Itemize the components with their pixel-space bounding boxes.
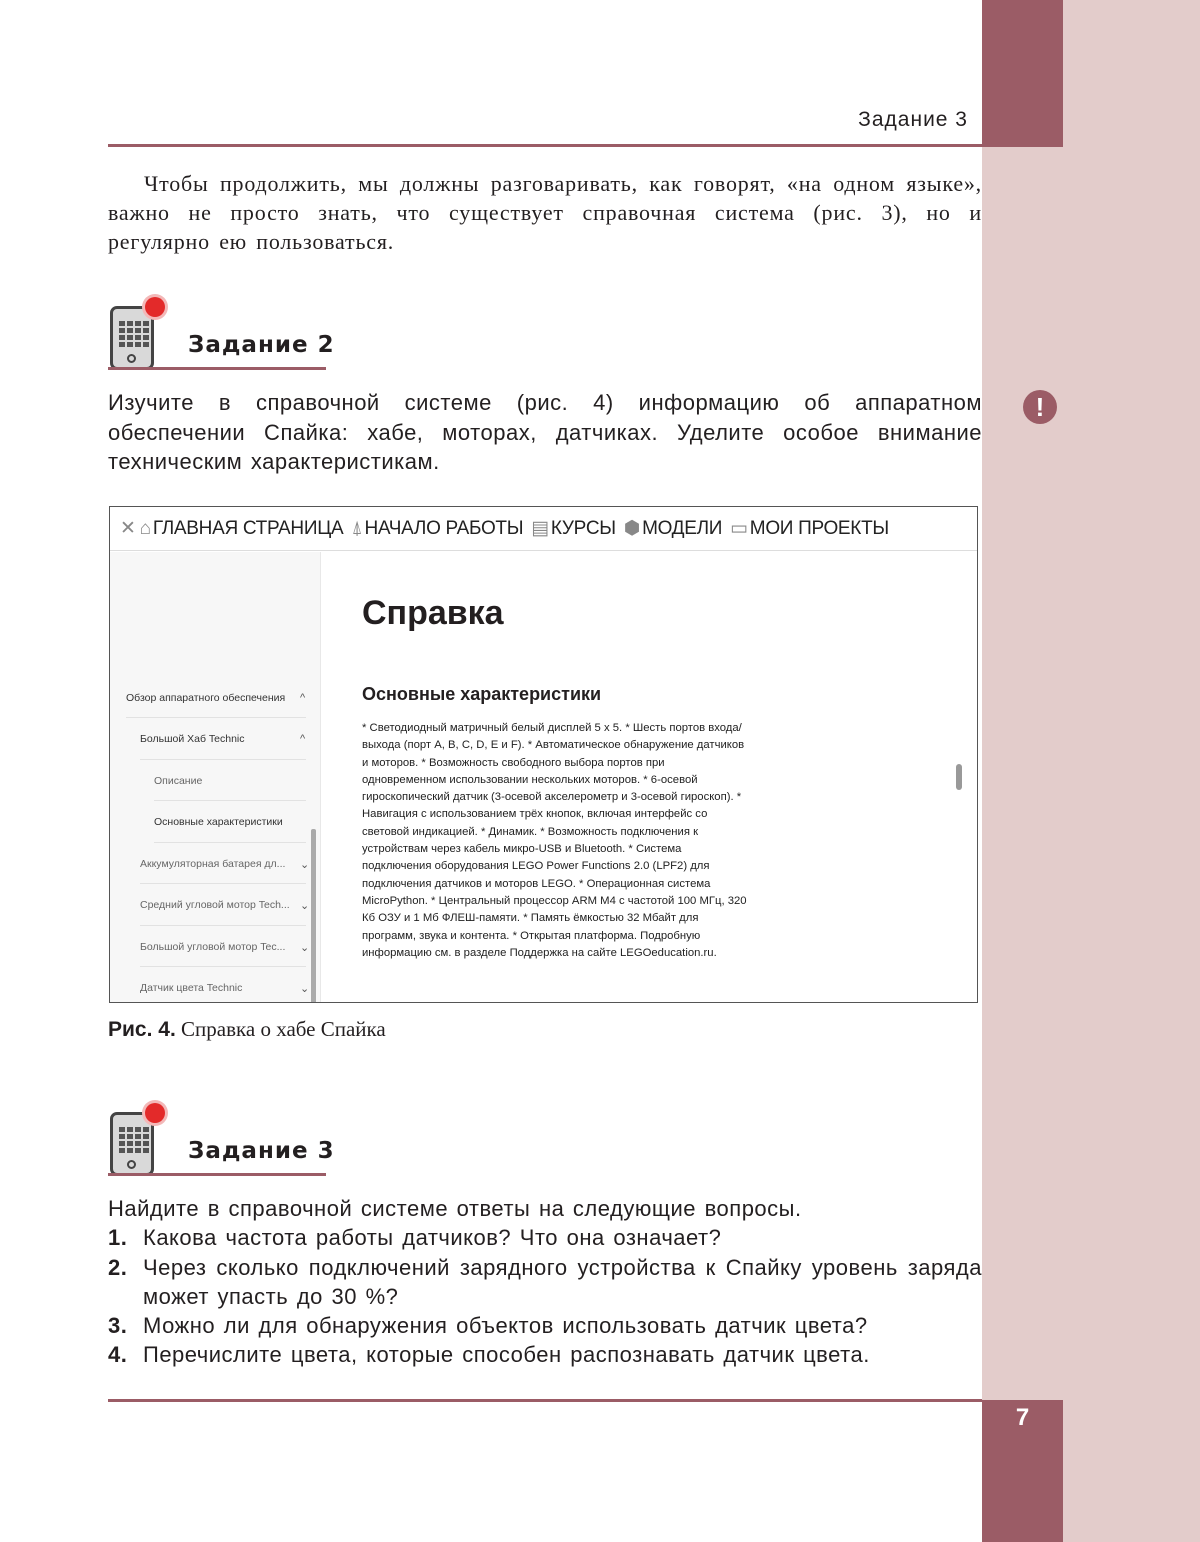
sidebar-item-large-hub[interactable]: Большой Хаб Technic [140,733,245,745]
sidebar-scrollbar[interactable] [311,829,316,1003]
question-item [108,1223,982,1252]
help-body: * Светодиодный матричный белый дисплей 5 x 5. * Шесть портов входа/выхода (порт A, B, C, D, E и F). * Автоматическое обнаружение датчиков и моторов. * Возможность свободного выбора портов при одновременном использовании нескольких моторов. * 6-осевой гироскопический датчик (3-осевой акселерометр и 3-осевой гироскоп). * Навигация с использованием трёх кнопок, включая интерфейс со световой индикацией. * Динамик. * Возможность подключения к устройствам через кабель микро-USB и Bluetooth. * Система подключения оборудования LEGO Power Functions 2.0 (LPF2) для подключения датчиков и моторов LEGO. * Операционная система MicroPython. * Центральный процессор ARM M4 с частотой 100 МГц, 320 Кб ОЗУ и 1 Мб ФЛЕШ-памяти. * Память ёмкостью 32 Мбайт для программ, звука и контента. * Открытая платформа. Подробную информацию см. в разделе Поддержка на сайте LEGOeducation.ru. [362,722,747,959]
sidebar-item-color-sensor[interactable]: Датчик цвета Technic [140,982,243,994]
question-text: Можно ли для обнаружения объектов использовать датчик цвета? [143,1313,868,1339]
sidebar-item-hardware-overview[interactable]: Обзор аппаратного обеспечения [126,692,286,704]
task-title: Задание 2 [188,332,335,358]
intro-paragraph: Чтобы продолжить, мы должны разговаривать, как говорят, «на одном языке», важно не просто знать, что существует справочная система (рис. 3), но и регулярно ею пользоваться. [108,171,982,254]
task2-text: Изучите в справочной системе (рис. 4) информацию об аппаратном обеспечении Спайка: хабе, моторах, датчиках. Уделите особое внимание техническим характеристикам. [108,390,982,474]
chevron-down-icon[interactable]: ⌄ [300,900,310,912]
nav-my-projects[interactable]: МОИ ПРОЕКТЫ [749,517,889,539]
question-item [108,1311,982,1340]
task3-heading [108,1104,335,1179]
page-number: 7 [1015,1404,1030,1431]
close-icon[interactable]: ✕ [120,518,136,539]
task2-heading [108,298,335,373]
notification-dot-icon [145,297,165,317]
footer-rule [108,1399,982,1402]
running-head: Задание 3 [858,108,968,131]
task-underline [108,367,326,370]
help-screenshot [109,506,978,1003]
notification-dot-icon [145,1103,165,1123]
exclamation-icon: ! [1023,390,1057,424]
chevron-up-icon[interactable]: ^ [300,692,306,704]
sidebar-item-medium-motor[interactable]: Средний угловой мотор Tech... [140,899,290,911]
chevron-up-icon[interactable]: ^ [300,733,306,745]
question-item [108,1340,982,1369]
task3-questions [108,1194,982,1370]
cube-icon: ⬢ [623,518,641,539]
task-title: Задание 3 [188,1138,335,1164]
help-content [322,552,977,1002]
home-icon: ⌂ [139,517,151,539]
header-rule [108,144,982,147]
help-subtitle: Основные характеристики [362,684,602,704]
rocket-icon: ⍋ [351,517,363,539]
question-number: 4. [108,1342,128,1368]
content-scrollbar[interactable] [956,764,962,790]
question-text: Через сколько подключений зарядного устройства к Спайку уровень заряда может упасть до 30 %? [143,1254,982,1309]
header-tab [982,0,1063,147]
chevron-down-icon[interactable]: ⌄ [300,859,310,871]
sidebar-item-battery[interactable]: Аккумуляторная батарея дл... [140,858,286,870]
task3-lead: Найдите в справочной системе ответы на следующие вопросы. [108,1196,802,1221]
task-underline [108,1173,326,1176]
question-item [108,1253,982,1312]
question-text: Перечислите цвета, которые способен распознавать датчик цвета. [143,1342,870,1368]
nav-courses[interactable]: КУРСЫ [550,517,616,539]
question-number: 2. [108,1254,128,1280]
caption-label: Рис. 4. [108,1018,176,1041]
nav-getting-started[interactable]: НАЧАЛО РАБОТЫ [364,517,524,539]
question-text: Какова частота работы датчиков? Что она означает? [143,1225,722,1251]
question-number: 1. [108,1225,128,1251]
question-number: 3. [108,1313,128,1339]
chevron-down-icon[interactable]: ⌄ [300,942,310,954]
nav-models[interactable]: МОДЕЛИ [642,517,723,539]
figure-caption [108,1017,386,1042]
clipboard-icon: ▤ [531,518,549,539]
phone-icon [110,1112,154,1176]
phone-icon [110,306,154,370]
help-title: Справка [362,594,504,632]
tablet-icon: ▭ [730,518,748,539]
sidebar-item-specs[interactable]: Основные характеристики [154,816,283,828]
chevron-down-icon[interactable]: ⌄ [300,983,310,995]
nav-home[interactable]: ГЛАВНАЯ СТРАНИЦА [152,517,344,539]
caption-text: Справка о хабе Спайка [181,1017,386,1041]
sidebar-item-large-motor[interactable]: Большой угловой мотор Tec... [140,941,286,953]
margin-band [982,0,1200,1542]
help-sidebar [110,552,321,1002]
sidebar-item-description[interactable]: Описание [154,775,203,787]
help-nav-bar [110,507,977,551]
